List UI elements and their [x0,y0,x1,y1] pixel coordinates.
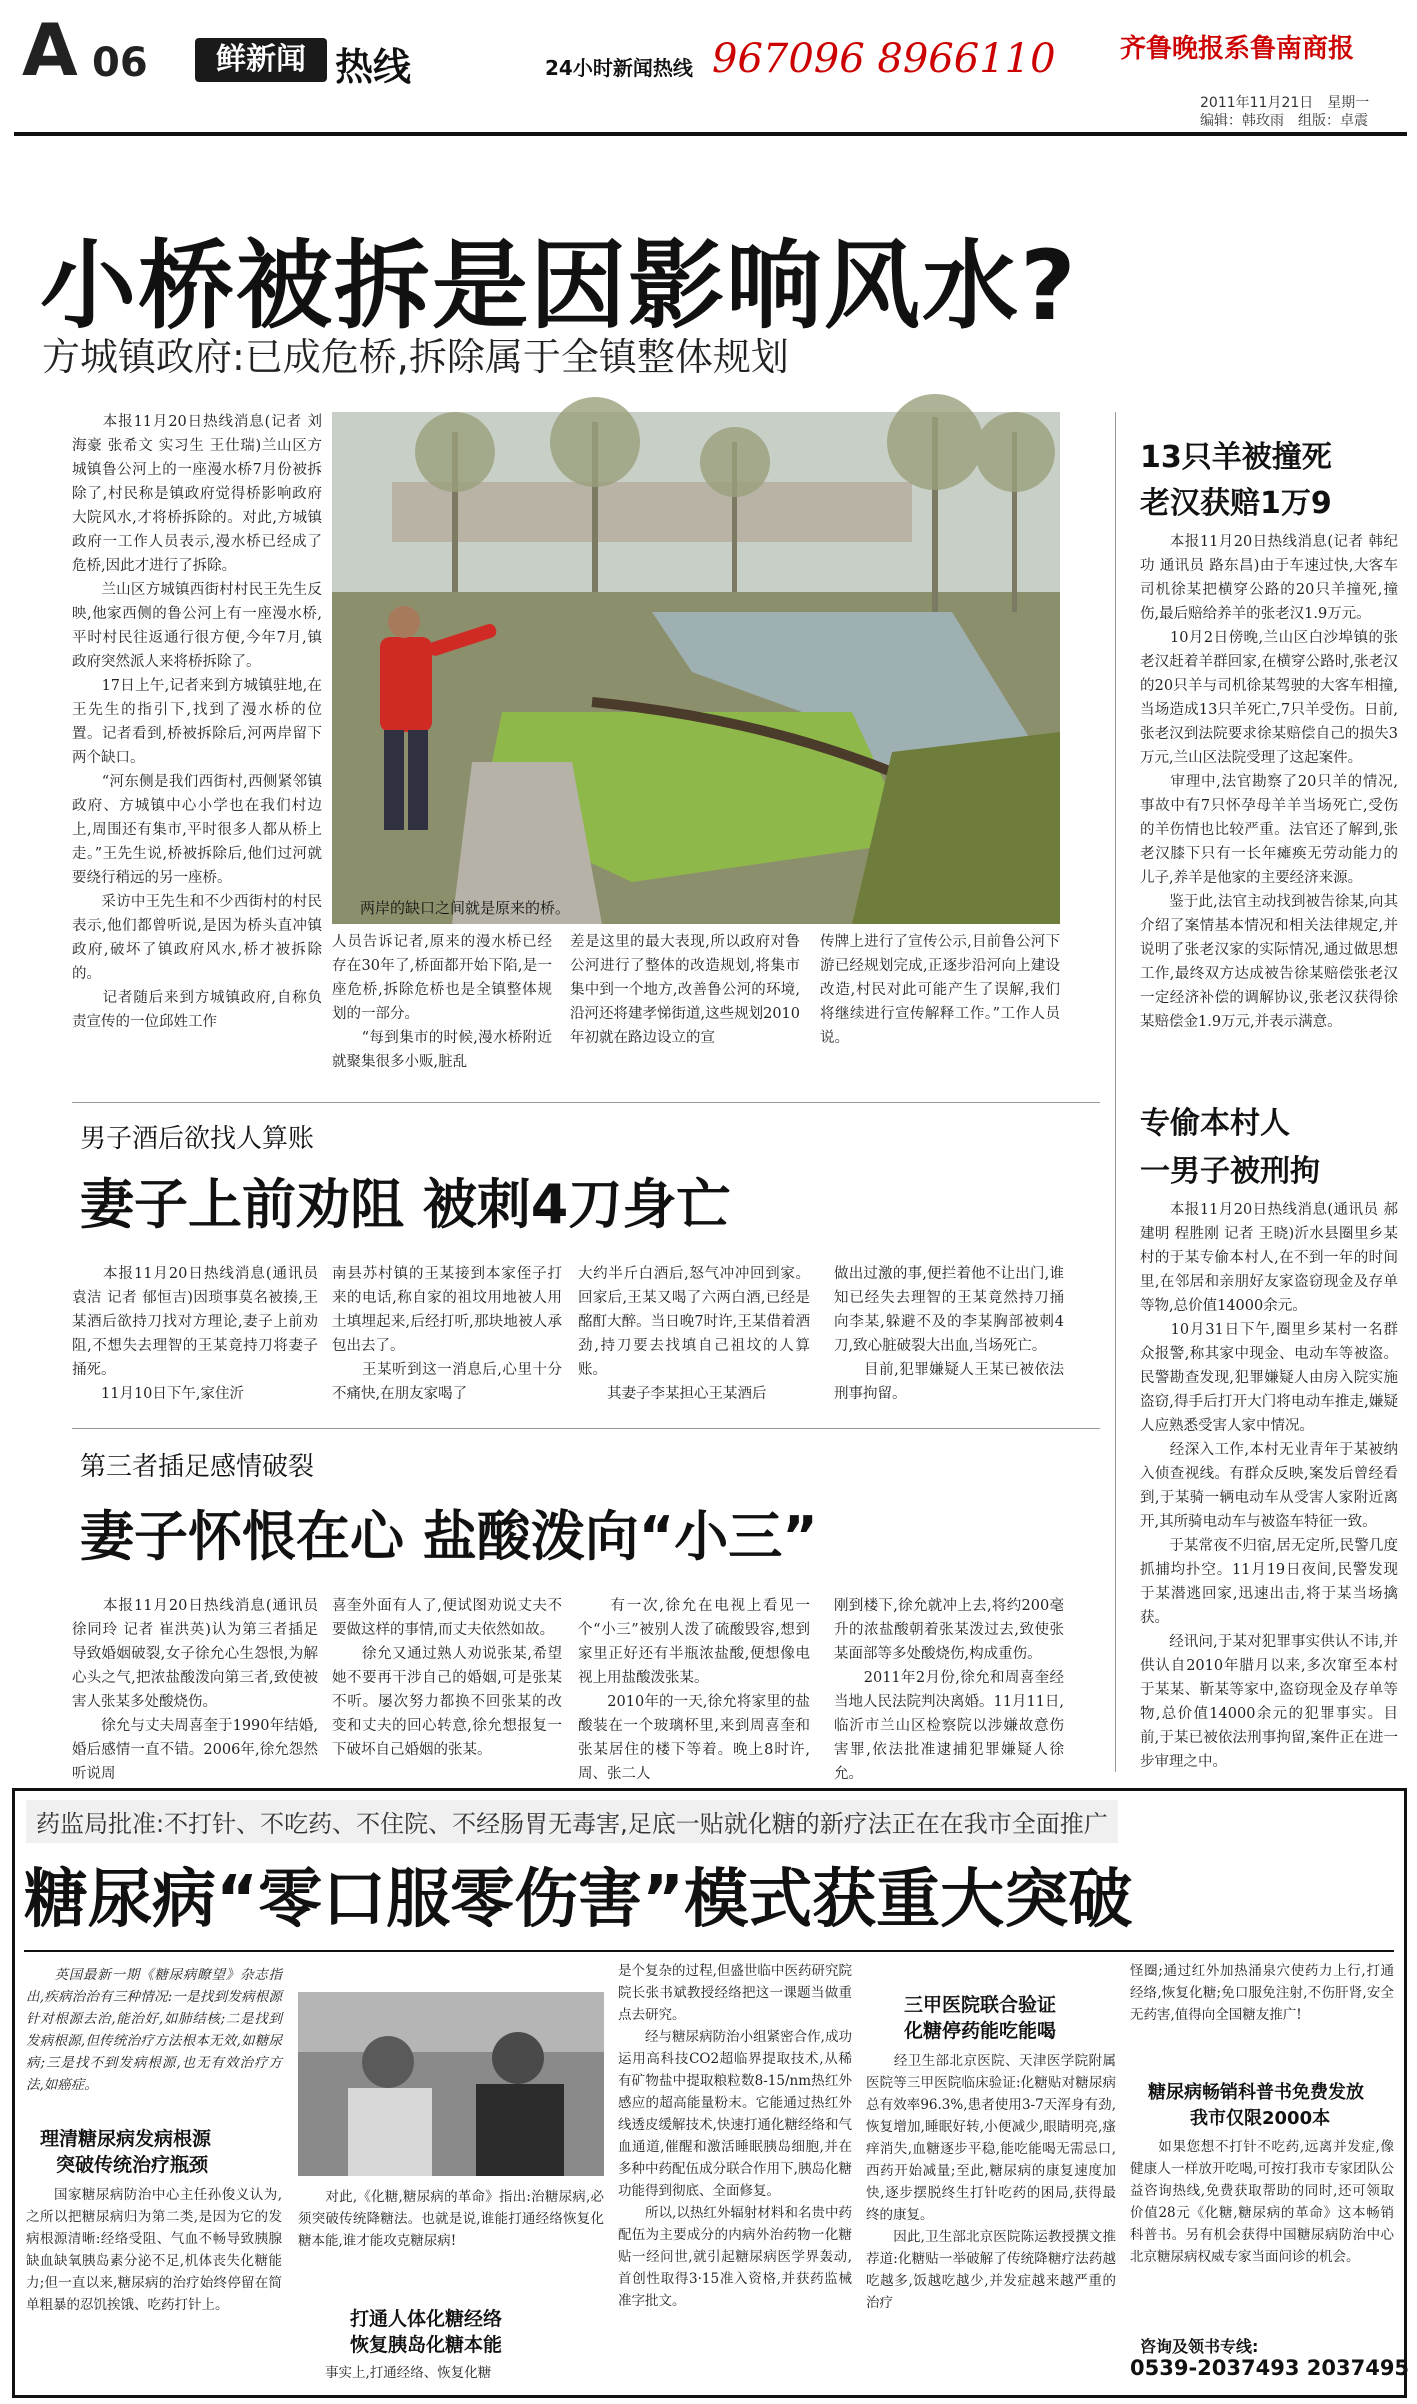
right-column-divider [1115,412,1116,1772]
story3-column-3: 有一次,徐允在电视上看见一个“小三”被别人泼了硫酸毁容,想到家里正好还有半瓶浓盐酸,便想像电视上用盐酸泼张某。 2010年的一天,徐允将家里的盐酸装在一个玻璃杯里,来到周喜奎和张某居住的楼下等着。晚上8时许,周、张二人 [578,1598,810,1782]
issue-date: 2011年11月21日 星期一 [1200,95,1370,111]
header-rule [14,132,1407,136]
doctors-photo [298,1992,604,2176]
ad-contact-label: 咨询及领书专线: [1140,2337,1259,2356]
ad-col4-heading-1: 三甲医院联合验证 [904,1994,1057,2016]
story2-column-2: 南县苏村镇的王某接到本家侄子打来的电话,称自家的祖坟用地被人用土填埋起来,后经打听,那块地被人承包出去了。 王某听到这一消息后,心里十分不痛快,在朋友家喝了 [332,1266,562,1402]
story3-column-1: 本报11月20日热线消息(通讯员 徐同玲 记者 崔洪英)认为第三者插足导致婚姻破裂,女子徐允心生怨恨,为解心头之气,把浓盐酸泼向第三者,致使被害人张某多处酸烧伤。 徐允与丈夫周喜奎于1990年结婚,婚后感情一直不错。2006年,徐允怨然听说周 [72,1598,318,1782]
section-name: 热线 [335,45,412,89]
story1-column-1: 本报11月20日热线消息(记者 刘海豪 张希文 实习生 王仕瑞)兰山区方城镇鲁公河上的一座漫水桥7月份被拆除了,村民称是镇政府觉得桥影响政府大院风水,才将桥拆除的。对此,方城镇政府一工作人员表示,漫水桥已经成了危桥,因此才进行了拆除。 兰山区方城镇西街村村民王先生反映,他家西侧的鲁公河上有一座漫水桥,平时村民往返通行很方便,今年7月,镇政府突然派人来将桥拆除了。 17日上午,记者来到方城镇驻地,在王先生的指引下,找到了漫水桥的位置。记者看到,桥被拆除后,河两岸留下两个缺口。 “河东侧是我们西街村,西侧紧邻镇政府、方城镇中心小学也在我们村边上,周围还有集市,平时很多人都从桥上走。”王先生说,桥被拆除后,他们过河就要绕行稍远的另一座桥。 采访中王先生和不少西街村的村民表示,他们都曾听说,是因为桥头直冲镇政府,破坏了镇政府风水,桥才被拆除的。 记者随后来到方城镇政府,自称负责宣传的一位邱姓工作 [72,414,322,1030]
ad-col2-heading-1: 打通人体化糖经络 [350,2308,503,2330]
bridge-photo [332,412,1060,924]
ad-rule [24,1950,1394,1952]
side2-title-line1: 专偷本村人 [1140,1106,1290,1141]
ad-col1-intro: 英国最新一期《糖尿病瞭望》杂志指出,疾病治治有三种情况:一是找到发病根源针对根源去治,能治好,如肺结核;二是找到发病根源,但传统治疗方法根本无效,如糖尿病;三是找不到发病根源,也无有效治疗方法,如癌症。 [26,1967,282,2093]
hotline-numbers: 967096 8966110 [712,36,1056,82]
side1-title-line1: 13只羊被撞死 [1140,440,1332,475]
page-number: 06 [92,40,148,86]
ad-col4-text: 经卫生部北京医院、天津医学院附属医院等三甲医院临床验证:化糖贴对糖尿病总有效率96.3%,患者使用3-7天浑身有劲,恢复增加,睡眠好转,小便减少,眼睛明亮,瘙痒消失,血糖逐步平稳,能吃能喝无需忌口,西药开始减量;至此,糖尿病的康复速度加快,逐步摆脱终生打针吃药的困局,获得最终的康复。 因此,卫生部北京医院陈运教授撰文推荐道:化糖贴一举破解了传统降糖疗法药越吃越多,饭越吃越少,并发症越来越严重的治疗 [866,2053,1116,2311]
section-badge: 鲜新闻 [195,38,327,82]
story3-kicker: 第三者插足感情破裂 [80,1452,315,1482]
ad-col2-heading-2: 恢复胰岛化糖本能 [350,2334,503,2356]
bridge-photo-illustration [332,412,1060,924]
ad-col1-heading-2: 突破传统治疗瓶颈 [56,2154,209,2176]
side2-text: 本报11月20日热线消息(通讯员 郝建明 程胜刚 记者 王晓)沂水县圈里乡某村的于某专偷本村人,在不到一年的时间里,在邻居和亲朋好友家盗窃现金及存单等物,总价值14000余元。 10月31日下午,圈里乡某村一名群众报警,称其家中现金、电动车等被盗。民警勘查发现,犯罪嫌疑人由房入院实施盗窃,得手后打开大门将电动车推走,嫌疑人应熟悉受害人家中情况。 经深入工作,本村无业青年于某被纳入侦查视线。有群众反映,案发后曾经看到,于某骑一辆电动车从受害人家附近离开,其所骑电动车与被盗车特征一致。 于某常夜不归宿,居无定所,民警几度抓捕均扑空。11月19日夜间,民警发现于某潜逃回家,迅速出击,将于某当场擒获。 经讯问,于某对犯罪事实供认不讳,并供认自2010年腊月以来,多次窜至本村于某某、靳某等家中,盗窃现金及存单等物,总价值14000余元的犯罪事实。目前,于某已被依法刑事拘留,案件正在进一步审理之中。 [1140,1202,1398,1770]
hotline-label: 24小时新闻热线 [545,56,693,80]
side1-title-line2: 老汉获赔1万9 [1140,486,1332,521]
ad-col2-text-2: 事实上,打通经络、恢复化糖 [298,2365,492,2381]
photo-caption: 两岸的缺口之间就是原来的桥。 [360,899,571,917]
story3-column-4: 刚到楼下,徐允就冲上去,将约200毫升的浓盐酸朝着张某泼过去,致使张某面部等多处酸烧伤,构成重伤。 2011年2月份,徐允和周喜奎经当地人民法院判决离婚。11月11日,临沂市兰山区检察院以涉嫌故意伤害罪,依法批准逮捕犯罪嫌疑人徐允。 [834,1598,1065,1782]
story3-headline: 妻子怀恨在心 盐酸泼向“小三” [80,1505,818,1568]
story-divider-2 [72,1428,1100,1429]
editor-credits: 编辑：韩玫雨 组版：卓震 [1200,113,1368,129]
story1-column-2: 人员告诉记者,原来的漫水桥已经存在30年了,桥面都开始下陷,是一座危桥,拆除危桥也是全镇整体规划的一部分。 “每到集市的时候,漫水桥附近就聚集很多小贩,脏乱 [332,934,552,1070]
main-headline: 小桥被拆是因影响风水? [40,230,1078,342]
ad-kicker: 药监局批准:不打针、不吃药、不住院、不经肠胃无毒害,足底一贴就化糖的新疗法正在在我市全面推广 [26,1800,1118,1843]
story2-column-1: 本报11月20日热线消息(通讯员 袁洁 记者 郁恒吉)因琐事莫名被揍,王某酒后欲持刀找对方理论,妻子上前劝阻,不想失去理智的王某竟持刀将妻子捅死。 11月10日下午,家住沂 [72,1266,318,1402]
paper-name: 齐鲁晚报系鲁南商报 [1120,34,1355,64]
story3-column-2: 喜奎外面有人了,便试图劝说丈夫不要做这样的事情,而丈夫依然如故。 徐允又通过熟人劝说张某,希望她不要再干涉自己的婚姻,可是张某不听。屡次努力都换不回张某的改变和丈夫的回心转意,徐允想报复一下破坏自己婚姻的张某。 [332,1598,562,1758]
ad-col1-heading-1: 理清糖尿病发病根源 [40,2128,212,2150]
story2-kicker: 男子酒后欲找人算账 [80,1124,315,1154]
story2-headline: 妻子上前劝阻 被刺4刀身亡 [80,1173,731,1236]
side2-title-line2: 一男子被刑拘 [1140,1154,1320,1189]
ad-col5-text: 怪圈;通过红外加热涌泉穴使药力上行,打通经络,恢复化糖;免口服免注射,不伤肝肾,安全无药害,值得向全国糖友推广! [1130,1963,1394,2023]
side1-text: 本报11月20日热线消息(记者 韩纪功 通讯员 路东昌)由于车速过快,大客车司机徐某把横穿公路的20只羊撞死,撞伤,最后赔给养羊的张老汉1.9万元。 10月2日傍晚,兰山区白沙埠镇的张老汉赶着羊群回家,在横穿公路时,张老汉的20只羊与司机徐某驾驶的大客车相撞,当场造成13只羊死亡,7只羊受伤。日前,张老汉到法院要求徐某赔偿自己的损失3万元,兰山区法院受理了这起案件。 审理中,法官勘察了20只羊的情况,事故中有7只怀孕母羊羊当场死亡,受伤的羊伤情也比较严重。法官还了解到,张老汉膝下只有一长年瘫痪无劳动能力的儿子,养羊是他家的主要经济来源。 鉴于此,法官主动找到被告徐某,向其介绍了案情基本情况和相关法律规定,并说明了张老汉家的实际情况,通过做思想工作,最终双方达成被告徐某赔偿张老汉一定经济补偿的调解协议,张老汉获得徐某赔偿金1.9万元,并表示满意。 [1140,534,1398,1030]
story2-column-3: 大约半斤白酒后,怒气冲冲回到家。回家后,王某又喝了六两白酒,已经是酩酊大醉。当日晚7时许,王某借着酒劲,持刀要去找填自己祖坟的人算账。 其妻子李某担心王某酒后 [578,1266,810,1402]
ad-col3-text: 是个复杂的过程,但盛世临中医药研究院院长张书斌教授经络把这一课题当做重点去研究。 经与糖尿病防治小组紧密合作,成功运用高科技CO2超临界提取技术,从稀有矿物盐中提取粮粒数8-15/nm热红外感应的超高能量粉末。它能通过热红外线透皮缓解技术,快速打通化糖经络和气血通道,催醒和激活睡眠胰岛细胞,并在多种中药配伍成分联合作用下,胰岛化糖功能得到彻底、全面修复。 所以,以热红外辐射材料和名贵中药配伍为主要成分的内病外治药物一化糖贴一经问世,就引起糖尿病医学界轰动,首创性取得3·15准入资格,并获药监械准字批文。 [618,1963,852,2309]
ad-headline: 糖尿病“零口服零伤害”模式获重大突破 [24,1863,1133,1937]
ad-col5-text-2: 如果您想不打针不吃药,远离并发症,像健康人一样放开吃喝,可按打我市专家团队公益咨询热线,免费获取帮助的同时,还可领取价值28元《化糖,糖尿病的革命》这本畅销科普书。另有机会获得中国糖尿病防治中心北京糖尿病权威专家当面问诊的机会。 [1130,2139,1394,2265]
story2-column-4: 做出过激的事,便拦着他不让出门,谁知已经失去理智的王某竟然持刀捅向李某,躲避不及的李某胸部被刺4刀,致心脏破裂大出血,当场死亡。 目前,犯罪嫌疑人王某已被依法刑事拘留。 [834,1266,1064,1402]
ad-col4-heading-2: 化糖停药能吃能喝 [904,2020,1057,2042]
story-divider-1 [72,1102,1100,1103]
ad-col1-text: 国家糖尿病防治中心主任孙俊义认为,之所以把糖尿病归为第二类,是因为它的发病根源清晰:经络受阻、气血不畅导致胰腺缺血缺氧胰岛素分泌不足,机体丧失化糖能力;但一直以来,糖尿病的治疗始终停留在简单粗暴的忍饥挨饿、吃药打针上。 [26,2187,282,2313]
page-letter: A [22,8,78,92]
ad-contact-phone: 0539-2037493 2037495 [1130,2356,1410,2380]
ad-col2-text: 对此,《化糖,糖尿病的革命》指出:治糖尿病,必须突破传统降糖法。也就是说,谁能打通经络恢复化糖本能,谁才能攻克糖尿病! [298,2189,604,2249]
main-subheadline: 方城镇政府:已成危桥,拆除属于全镇整体规划 [42,335,789,379]
doctors-photo-illustration [298,1992,604,2176]
story1-column-3: 差是这里的最大表现,所以政府对鲁公河进行了整体的改造规划,将集市集中到一个地方,改善鲁公河的环境,沿河还将建孝悌街道,这些规划2010年初就在路边设立的宣 [570,934,801,1046]
ad-col5-heading-2: 我市仅限2000本 [1190,2108,1331,2129]
ad-col5-heading-1: 糖尿病畅销科普书免费发放 [1148,2082,1364,2103]
story1-column-4: 传牌上进行了宣传公示,目前鲁公河下游已经规划完成,正逐步沿河向上建设改造,村民对此可能产生了误解,我们将继续进行宣传解释工作。”工作人员说。 [820,934,1060,1046]
